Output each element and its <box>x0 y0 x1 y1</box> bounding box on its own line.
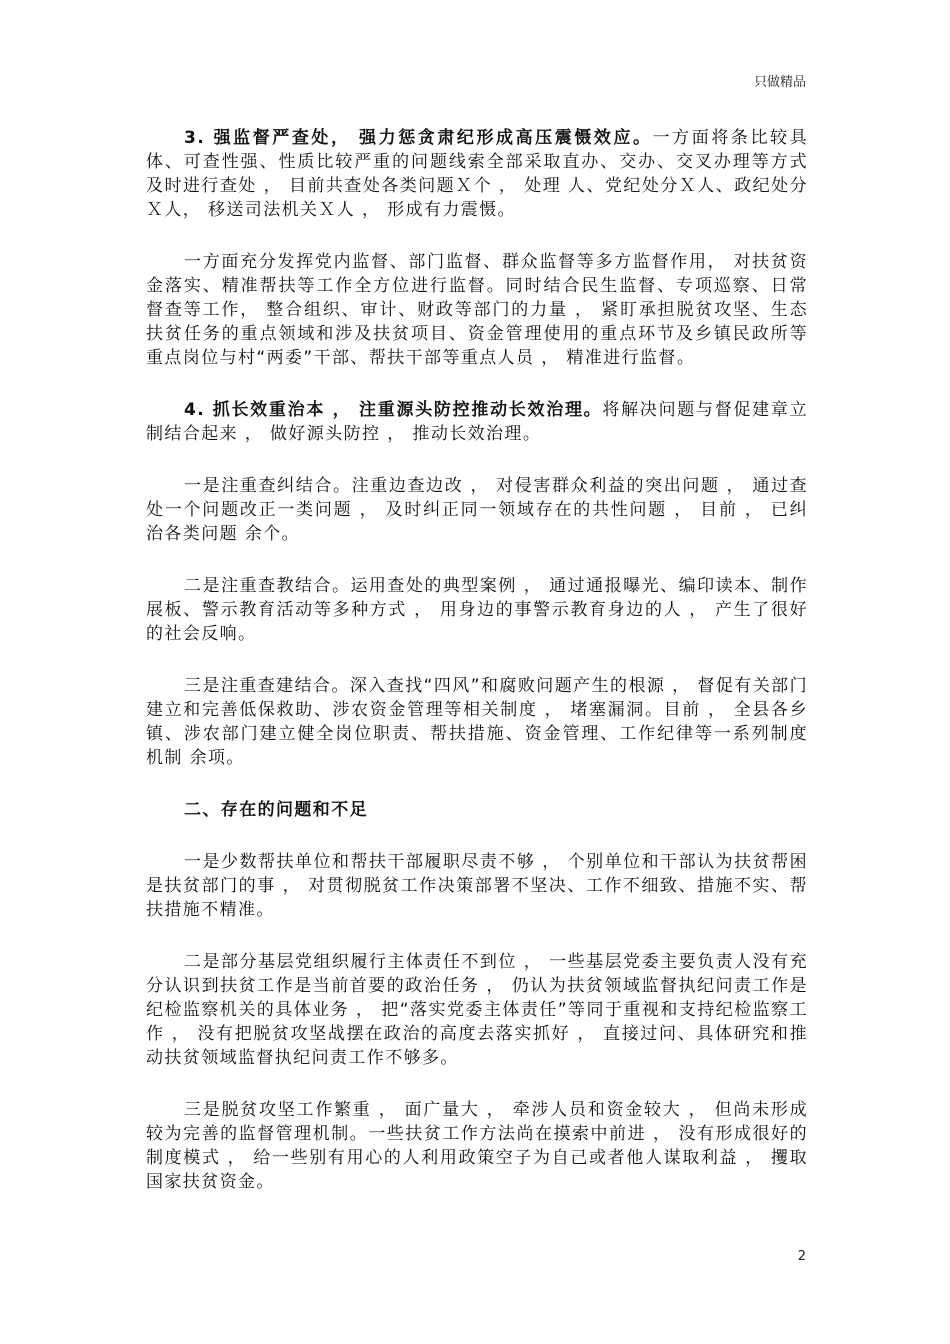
problem-text: 三是脱贫攻坚工作繁重 ， 面广量大 ， 牵涉人员和资金较大 ， 但尚未形成较为完善的监督管理机制。一些扶贫工作方法尚在摸索中前进 ， 没有形成很好的制度模式 ， 给一些别有用心的人利用政策空子为自己或者他人谋取利益 ， 攫取国家扶贫资金。 <box>146 1100 808 1192</box>
section-heading: 二、存在的问题和不足 <box>184 800 368 820</box>
paragraph-supervision <box>146 126 808 222</box>
paragraph-lead: 3. 强监督严查处， 强力惩贪肃纪形成高压震慑效应。 <box>184 128 653 148</box>
paragraph-check-correct <box>146 474 808 546</box>
document-body <box>146 126 808 1222</box>
problem-item <box>146 950 808 1070</box>
problem-text: 二是部分基层党组织履行主体责任不到位 ， 一些基层党委主要负责人没有充分认识到扶贫工作是当前首要的政治任务 ， 仍认为扶贫领域监督执纪问责工作是纪检监察机关的具体业务 ， 把“落实党委主体责任”等同于重视和支持纪检监察工作 ， 没有把脱贫攻坚战摆在政治的高度去落实抓好 ， 直接过问、具体研究和推动扶贫领域监督执纪问责工作不够多。 <box>146 952 808 1068</box>
paragraph-text: 三是注重查建结合。深入查找“四风”和腐败问题产生的根源 ， 督促有关部门建立和完善低保救助、涉农资金管理等相关制度 ， 堵塞漏洞。目前 ， 全县各乡镇、涉农部门建立健全岗位职责、帮扶措施、资金管理、工作纪律等一系列制度机制 余项。 <box>146 676 808 768</box>
header-note: 只做精品 <box>753 75 806 90</box>
paragraph-oversight <box>146 250 808 370</box>
page-number: 2 <box>797 1249 806 1264</box>
problem-item <box>146 1098 808 1194</box>
paragraph-text: 一方面将条比较具体、可查性强、性质比较严重的问题线索全部采取直办、交办、交叉办理等方式及时进行查处 ， 目前共查处各类问题Ｘ个 ， 处理 人、党纪处分Ｘ人、政纪处分Ｘ人， 移送司法机关Ｘ人 ， 形成有力震慑。 <box>146 128 808 220</box>
problem-text: 一是少数帮扶单位和帮扶干部履职尽责不够 ， 个别单位和干部认为扶贫帮困是扶贫部门的事 ， 对贯彻脱贫工作决策部署不坚决、工作不细致、措施不实、帮扶措施不精准。 <box>146 852 808 920</box>
paragraph-long-term <box>146 398 808 446</box>
problem-item <box>146 850 808 922</box>
paragraph-text: 一是注重查纠结合。注重边查边改 ， 对侵害群众利益的突出问题 ， 通过查处一个问题改正一类问题 ， 及时纠正同一领域存在的共性问题 ， 目前 ， 已纠治各类问题 余个。 <box>146 476 808 544</box>
paragraph-check-build <box>146 674 808 770</box>
paragraph-text: 一方面充分发挥党内监督、部门监督、群众监督等多方监督作用， 对扶贫资金落实、精准帮扶等工作全方位进行监督。同时结合民生监督、专项巡察、日常督查等工作， 整合组织、审计、财政等部门的力量 ， 紧盯承担脱贫攻坚、生态扶贫任务的重点领域和涉及扶贫项目、资金管理使用的重点环节及乡镇民政所等重点岗位与村“两委”干部、帮扶干部等重点人员 ， 精准进行监督。 <box>146 252 808 368</box>
paragraph-text: 二是注重查教结合。运用查处的典型案例 ， 通过通报曝光、编印读本、制作展板、警示教育活动等多种方式 ， 用身边的事警示教育身边的人 ， 产生了很好的社会反响。 <box>146 576 808 644</box>
paragraph-check-educate <box>146 574 808 646</box>
paragraph-text: 将解决问题与督促建章立制结合起来 ， 做好源头防控 ， 推动长效治理。 <box>146 400 809 444</box>
paragraph-lead: 4. 抓长效重治本 ， 注重源头防控推动长效治理。 <box>184 400 603 420</box>
